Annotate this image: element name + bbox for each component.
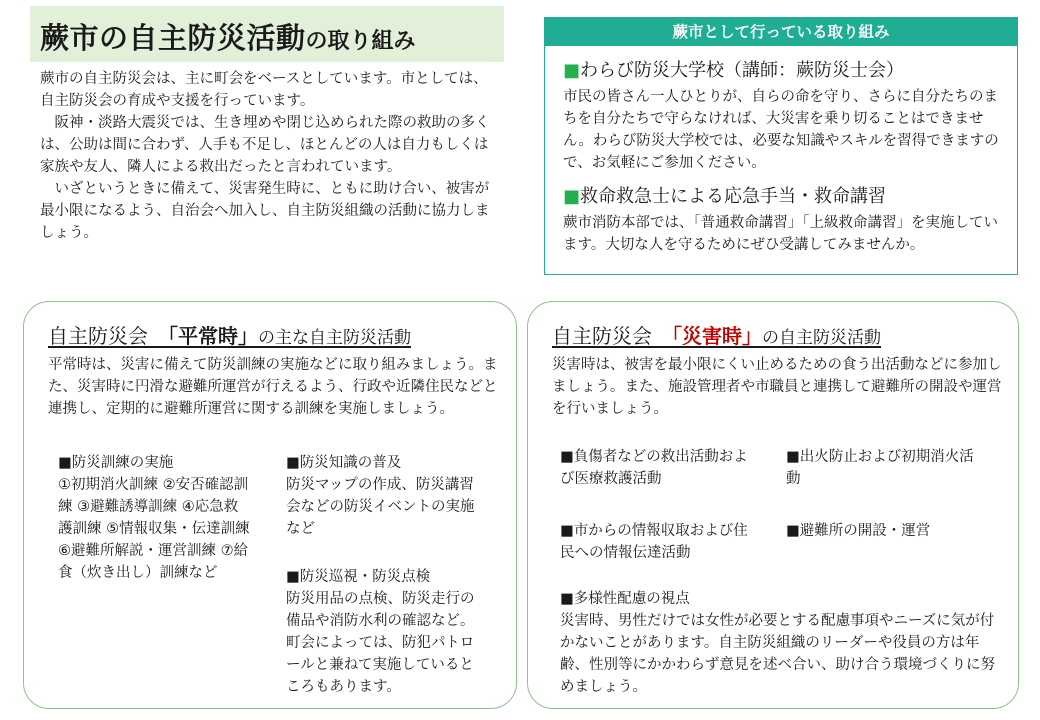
intro-text [40, 68, 498, 244]
normal-item-patrol [286, 566, 484, 698]
normal-item-body: 防災マップの作成、防災講習会などの防災イベントの実施など [286, 477, 475, 537]
disaster-item-title: ■市からの情報収取および住民への情報伝達活動 [560, 523, 748, 561]
city-effort-title [563, 182, 1007, 208]
normal-time-card [23, 301, 517, 709]
disaster-item-rescue [560, 446, 756, 490]
city-effort-title-text: わらび防災大学校（講師：蕨防災士会） [580, 60, 905, 81]
intro-paragraph-2: 阪神・淡路大震災では、生き埋めや閉じ込められた際の救助の多くは、公助は間に合わず、人手も不足し、ほとんどの人は自力もしくは家族や友人、隣人による救出だったと言われています。 [40, 115, 490, 175]
normal-card-title [48, 320, 411, 349]
normal-card-title-suffix: の主な自主防災活動 [258, 328, 411, 348]
normal-item-knowledge [286, 452, 484, 540]
normal-item-body: ①初期消火訓練 ②安否確認訓練 ③避難誘導訓練 ④応急救護訓練 ⑤情報収集・伝達訓練 ⑥避難所解説・運営訓練 ⑦給食（炊き出し）訓練など [58, 477, 250, 581]
normal-item-title: ■防災訓練の実施 [58, 455, 174, 471]
normal-item-body: 防災用品の点検、防災走行の備品や消防水利の確認など。町会によっては、防犯パトロールと兼ねて実施しているところもあります。 [286, 591, 475, 695]
normal-card-desc: 平常時は、災害に備えて防災訓練の実施などに取り組みましょう。また、災害時に円滑な避難所運営が行えるよう、行政や近隣住民などと連携し、定期的に避難所運営に関する訓練を実施しましょう。 [48, 357, 498, 417]
green-square-icon: ■ [563, 60, 581, 81]
disaster-item-title: ■負傷者などの救出活動および医療救護活動 [560, 449, 748, 487]
intro-paragraph-3: いざというときに備えて、災害発生時に、ともに助け合い、被害が最小限になるよう、自治会へ加入し、自主防災組織の活動に協力しましょう。 [40, 181, 490, 241]
city-efforts-box [544, 17, 1018, 275]
disaster-item-info [560, 520, 760, 564]
city-effort-section [563, 56, 1007, 174]
green-square-icon: ■ [563, 186, 581, 207]
page-title [30, 6, 504, 62]
intro-paragraph-1: 蕨市の自主防災会は、主に町会をベースとしています。市としては、自主防災会の育成や支援を行っています。 [40, 71, 488, 109]
disaster-card-desc: 災害時は、被害を最小限にくい止めるための食う出活動などに参加しましょう。また、施設管理者や市職員と連携して避難所の開設や運営を行いましょう。 [552, 357, 1002, 417]
normal-card-title-highlight: 「平常時」 [168, 324, 258, 348]
disaster-time-card [527, 301, 1019, 709]
city-efforts-header: 蕨市として行っている取り組み [545, 18, 1017, 46]
page-title-suffix: の取り組み [305, 29, 416, 54]
disaster-item-title: ■出火防止および初期消火活動 [786, 449, 974, 487]
city-effort-title [563, 56, 1007, 82]
normal-item-drill [58, 452, 250, 584]
disaster-card-title-highlight: 「災害時」 [672, 324, 762, 348]
disaster-item-fire [786, 446, 986, 490]
city-effort-body: 蕨市消防本部では、「普通救命講習」「上級救命講習」を実施しています。大切な人を守るためにぜひ受講してみませんか。 [563, 215, 998, 253]
disaster-item-title: ■多様性配慮の視点 [560, 591, 690, 607]
city-efforts-body [545, 46, 1007, 256]
normal-item-title: ■防災巡視・防災点検 [286, 569, 431, 585]
normal-card-title-prefix: 自主防災会 [48, 324, 168, 348]
disaster-card-title [552, 320, 881, 349]
city-effort-title-text: 救命救急士による応急手当・救命講習 [580, 186, 887, 207]
disaster-card-title-prefix: 自主防災会 [552, 324, 672, 348]
normal-item-title: ■防災知識の普及 [286, 455, 402, 471]
disaster-item-body: 災害時、男性だけでは女性が必要とする配慮事項やニーズに気が付かないことがあります。自主防災組織のリーダーや役員の方は年齢、性別等にかかわらず意見を述べ合い、助け合う環境づくりに努めましょう。 [560, 613, 995, 695]
page-title-main: 蕨市の自主防災活動 [40, 21, 306, 55]
disaster-item-diversity [560, 588, 1000, 698]
disaster-item-shelter [786, 520, 986, 542]
city-effort-body: 市民の皆さん一人ひとりが、自らの命を守り、さらに自分たちのまちを自分たちで守らなければ、大災害を乗り切ることはできません。わらび防災大学校では、必要な知識やスキルを習得できますので、お気軽にご参加ください。 [563, 89, 999, 171]
city-effort-section [563, 182, 1007, 256]
disaster-card-title-suffix: の自主防災活動 [762, 328, 881, 348]
disaster-item-title: ■避難所の開設・運営 [786, 523, 931, 539]
